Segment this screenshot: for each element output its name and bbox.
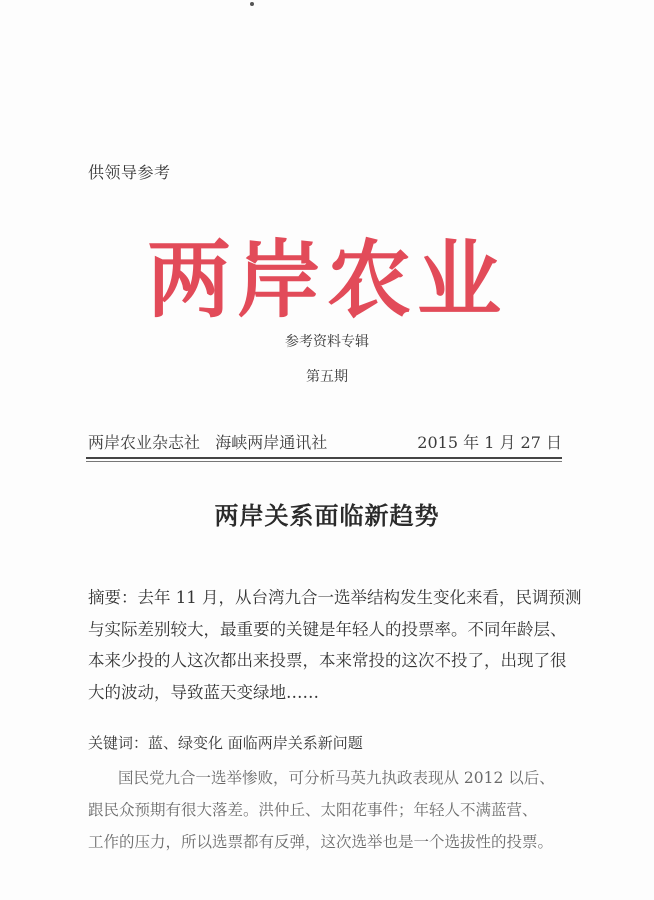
body-line: 工作的压力，所以选票都有反弹，这次选举也是一个选拔性的投票。 bbox=[88, 833, 554, 851]
audience-note: 供领导参考 bbox=[88, 163, 171, 182]
masthead-title: 两岸农业 bbox=[146, 231, 507, 329]
body-line: 国民党九合一选举惨败，可分析马英九执政表现从 2012 以后、 bbox=[118, 769, 555, 787]
abstract-line: 与实际差别较大，最重要的关键是年轻人的投票率。不同年龄层、 bbox=[88, 619, 567, 639]
abstract-line: 大的波动，导致蓝天变绿地…… bbox=[88, 682, 319, 702]
body-line: 跟民众预期有很大落差。洪仲丘、太阳花事件；年轻人不满蓝营、 bbox=[88, 801, 538, 819]
header-rule-thick bbox=[86, 457, 562, 459]
publisher-names: 两岸农业杂志社 海峡两岸通讯社 bbox=[88, 433, 328, 452]
issue-number: 第五期 bbox=[306, 369, 348, 385]
header-rule-thin bbox=[86, 461, 562, 462]
publication-date: 2015 年 1 月 27 日 bbox=[417, 433, 562, 452]
article-body bbox=[88, 762, 560, 858]
article-headline: 两岸关系面临新趋势 bbox=[214, 502, 440, 530]
article-abstract bbox=[88, 582, 582, 708]
article-keywords: 关键词：蓝、绿变化 面临两岸关系新问题 bbox=[88, 734, 363, 752]
abstract-line: 本来少投的人这次都出来投票，本来常投的这次不投了，出现了很 bbox=[88, 651, 567, 670]
abstract-line: 摘要：去年 11 月，从台湾九合一选举结构发生变化来看，民调预测 bbox=[88, 588, 582, 607]
masthead-subtitle: 参考资料专辑 bbox=[285, 334, 369, 350]
scan-speck bbox=[250, 2, 254, 6]
publisher-line bbox=[88, 430, 562, 454]
